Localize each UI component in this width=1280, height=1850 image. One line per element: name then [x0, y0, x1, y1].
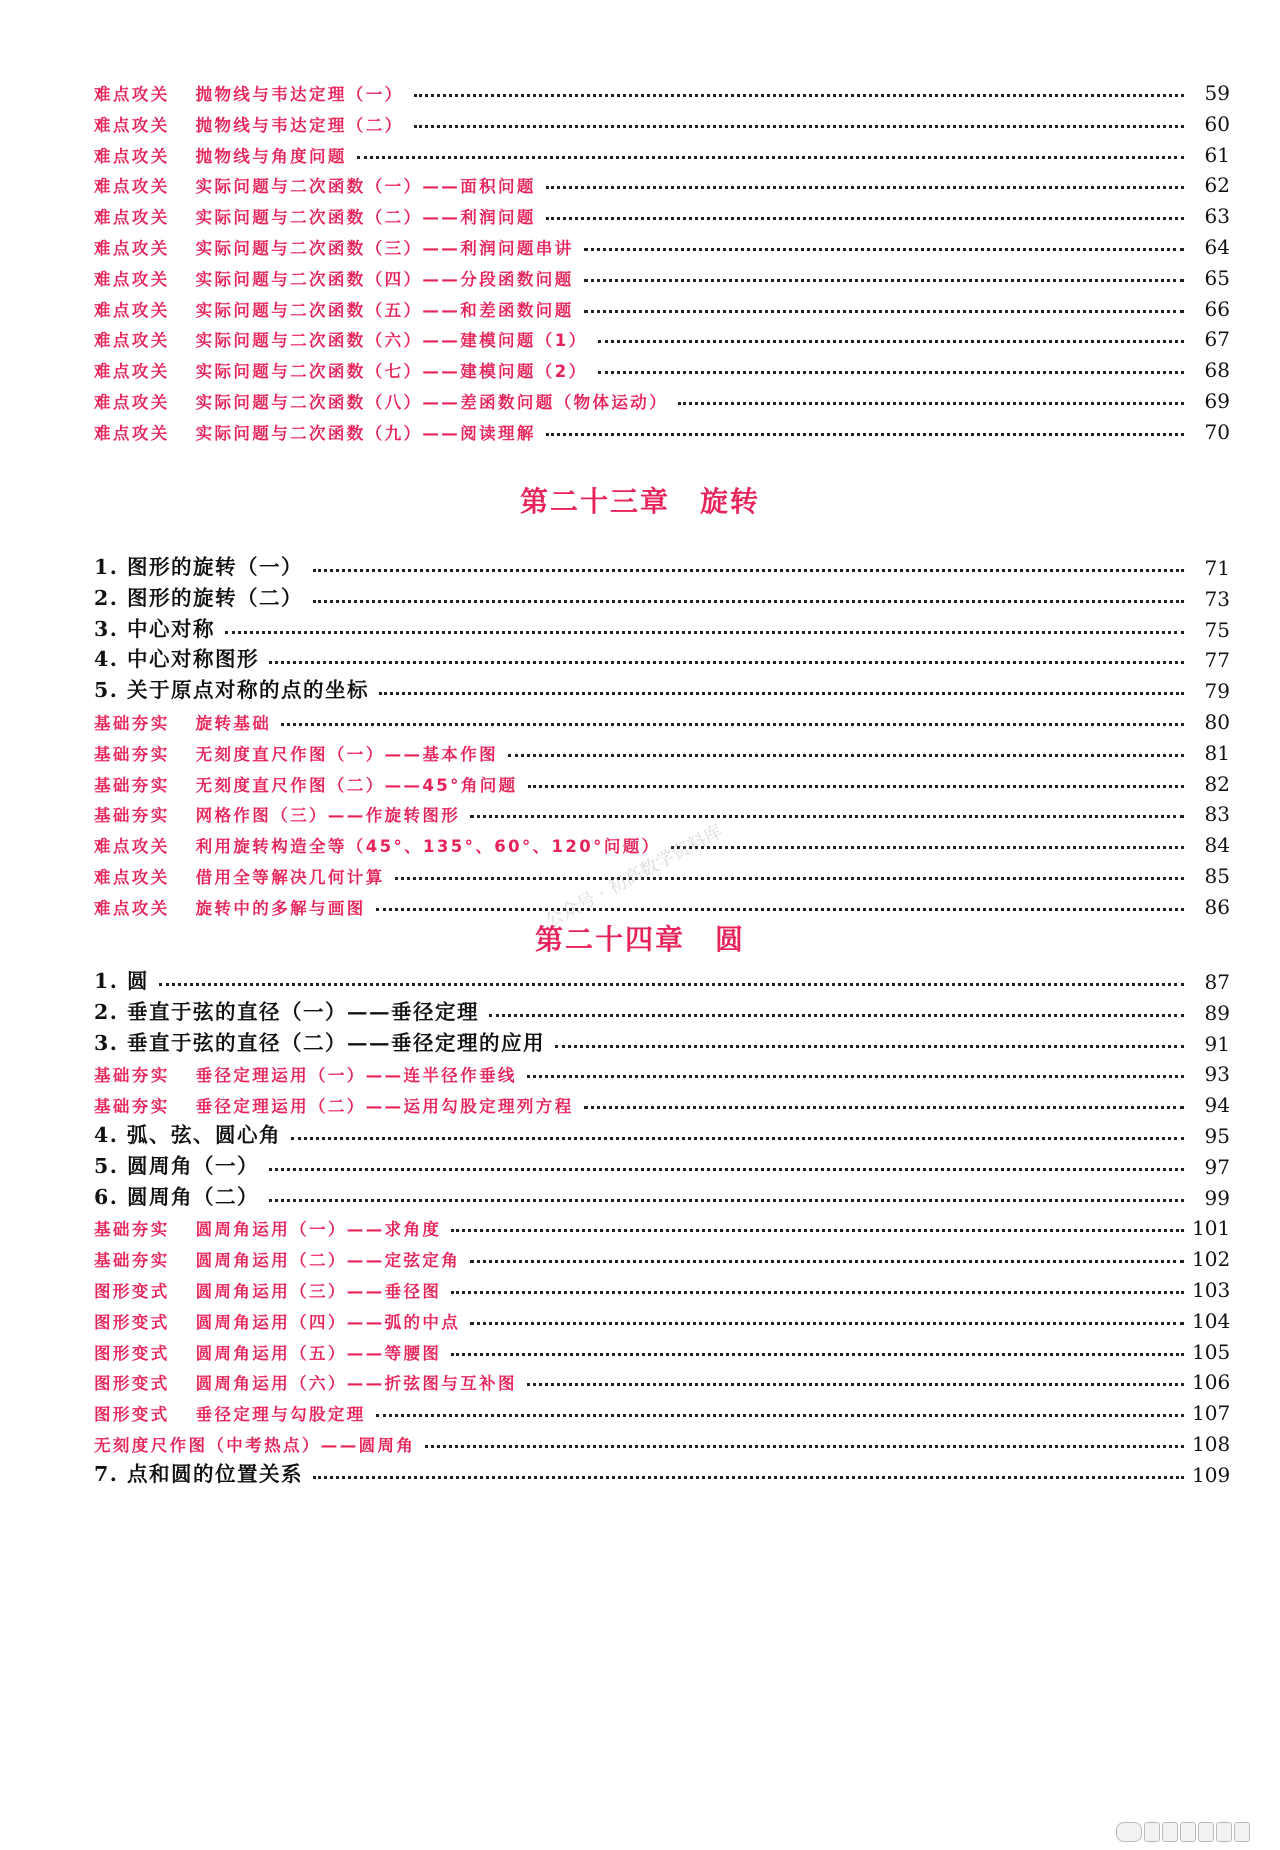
entry-title: [94, 772, 524, 796]
dot-leader: [395, 877, 1184, 880]
toc-entry[interactable]: [94, 796, 1230, 826]
entry-title: [94, 1216, 447, 1240]
page-number: 91: [1204, 1031, 1230, 1056]
entry-title-text: 1. 图形的旋转（一）: [94, 555, 304, 579]
toc-entry[interactable]: [94, 75, 1230, 105]
entry-title: [94, 1026, 551, 1056]
page-number: 99: [1204, 1185, 1230, 1210]
dot-leader: [313, 1476, 1184, 1479]
entry-title: [94, 297, 580, 321]
entry-title: [94, 266, 580, 290]
entry-title-text: 4. 弧、弦、圆心角: [94, 1123, 282, 1147]
entry-title-text: 圆周角运用（三）——垂径图: [195, 1282, 442, 1301]
dot-leader: [269, 661, 1184, 664]
entry-title-text: 3. 垂直于弦的直径（二）——垂径定理的应用: [94, 1030, 546, 1055]
page-number: 77: [1204, 648, 1230, 673]
entry-title-text: 圆周角运用（五）——等腰图: [195, 1343, 442, 1363]
dot-leader: [527, 1383, 1184, 1386]
toc-entry[interactable]: [94, 642, 1230, 672]
toc-entry[interactable]: [94, 581, 1230, 611]
entry-tag: 图形变式: [94, 1374, 170, 1394]
toc-entry[interactable]: [94, 352, 1230, 382]
entry-title-text: 无刻度直尺作图（一）——基本作图: [195, 744, 499, 764]
entry-title-text: 3. 中心对称: [94, 616, 216, 641]
toc-entry[interactable]: [94, 137, 1230, 167]
chapter-heading: 第二十四章 圆: [534, 923, 745, 956]
chapter-heading: 第二十三章 旋转: [519, 485, 760, 518]
toc-entry[interactable]: [94, 995, 1230, 1025]
page-number: 62: [1204, 173, 1230, 198]
entry-title-text: 抛物线与韦达定理（二）: [195, 115, 404, 135]
dot-leader: [546, 186, 1184, 189]
entry-tag: 难点攻关: [94, 423, 170, 443]
indicator-bar-icon: [1116, 1822, 1142, 1842]
entry-title: [94, 1247, 466, 1271]
entry-title-text: 2. 垂直于弦的直径（一）——垂径定理: [94, 999, 480, 1024]
toc-entry[interactable]: [94, 1026, 1230, 1056]
entry-title: [94, 81, 410, 105]
entry-tag: 难点攻关: [94, 239, 170, 258]
entry-title: [94, 1370, 523, 1394]
page-number: 68: [1204, 358, 1230, 383]
entry-tag: 难点攻关: [94, 85, 170, 104]
page-number: 67: [1204, 327, 1230, 352]
entry-title: [94, 710, 277, 734]
toc-entry[interactable]: [94, 1334, 1230, 1364]
entry-title-text: 垂径定理与勾股定理: [195, 1405, 366, 1425]
dot-leader: [425, 1445, 1184, 1448]
toc-entry[interactable]: [94, 704, 1230, 734]
dot-leader: [281, 723, 1184, 726]
entry-tag: 难点攻关: [94, 362, 170, 382]
toc-entry[interactable]: [94, 673, 1230, 703]
toc-entry[interactable]: [94, 1364, 1230, 1394]
entry-title: [94, 204, 542, 228]
indicator-bar-icon: [1144, 1822, 1160, 1842]
dot-leader: [376, 1414, 1184, 1417]
entry-title: [94, 1309, 466, 1333]
page-number: 65: [1204, 265, 1230, 290]
toc-entry[interactable]: [94, 612, 1230, 642]
page-number: 94: [1204, 1093, 1230, 1118]
dot-leader: [313, 569, 1184, 572]
entry-title-text: 抛物线与韦达定理（一）: [195, 85, 404, 104]
indicator-bar-icon: [1216, 1822, 1232, 1842]
page-number: 107: [1192, 1401, 1231, 1426]
entry-tag: 基础夯实: [94, 806, 170, 826]
entry-title: [94, 143, 353, 167]
entry-title: [94, 741, 504, 765]
dot-leader: [584, 279, 1184, 282]
page-number: 70: [1204, 419, 1230, 444]
scroll-indicator-icon: [1116, 1822, 1250, 1842]
entry-tag: 图形变式: [94, 1312, 170, 1332]
entry-title: [94, 327, 594, 351]
entry-tag: 难点攻关: [94, 393, 170, 412]
entry-title: [94, 389, 674, 413]
toc-entry[interactable]: [94, 550, 1230, 580]
dot-leader: [598, 371, 1185, 374]
toc-entry[interactable]: [94, 964, 1230, 994]
dot-leader: [546, 433, 1184, 436]
entry-title-text: 借用全等解决几何计算: [195, 868, 385, 887]
page-number: 95: [1204, 1124, 1230, 1148]
entry-title: [94, 358, 594, 382]
toc-entry[interactable]: [94, 1395, 1230, 1425]
dot-leader: [527, 1075, 1184, 1078]
dot-leader: [451, 1291, 1184, 1294]
toc-entry[interactable]: [94, 414, 1230, 444]
entry-title: [94, 1432, 421, 1456]
toc-entry[interactable]: [94, 1241, 1230, 1271]
toc-entry[interactable]: [94, 383, 1230, 413]
entry-title: [94, 864, 391, 888]
entry-title: [94, 1093, 580, 1117]
entry-title: [94, 1457, 309, 1487]
entry-title-text: 圆周角运用（六）——折弦图与互补图: [195, 1374, 517, 1394]
toc-entry[interactable]: [94, 1087, 1230, 1117]
page-number: 105: [1192, 1339, 1231, 1364]
page-number: 60: [1204, 111, 1230, 136]
entry-tag: 难点攻关: [94, 177, 170, 197]
page-number: 89: [1204, 1000, 1230, 1025]
page-number: 61: [1204, 142, 1230, 167]
toc-entry[interactable]: [94, 1149, 1230, 1179]
toc-entry[interactable]: [94, 321, 1230, 351]
dot-leader: [269, 1168, 1184, 1171]
page-number: 85: [1204, 864, 1230, 888]
dot-leader: [671, 846, 1184, 849]
entry-title-text: 5. 关于原点对称的点的坐标: [94, 678, 370, 703]
entry-title-text: 抛物线与角度问题: [195, 146, 347, 166]
entry-tag: 基础夯实: [94, 1220, 170, 1240]
entry-title-text: 实际问题与二次函数（八）——差函数问题（物体运动）: [195, 393, 669, 412]
toc-entry[interactable]: [94, 291, 1230, 321]
entry-title: [94, 895, 372, 919]
page-number: 79: [1204, 679, 1230, 704]
toc-entry[interactable]: [94, 106, 1230, 136]
page-number: 73: [1204, 586, 1230, 611]
entry-tag: 基础夯实: [94, 1066, 170, 1086]
page-number: 86: [1204, 894, 1230, 919]
dot-leader: [584, 1106, 1184, 1109]
entry-title: [94, 581, 309, 611]
toc-entry[interactable]: [94, 1272, 1230, 1302]
entry-tag: 图形变式: [94, 1343, 170, 1363]
entry-title: [94, 1118, 287, 1148]
entry-tag: 基础夯实: [94, 1251, 170, 1271]
page-number: 109: [1192, 1462, 1231, 1487]
entry-title-text: 圆周角运用（二）——定弦定角: [195, 1251, 461, 1271]
entry-title-text: 圆周角运用（四）——弧的中点: [195, 1312, 461, 1332]
page-number: 87: [1204, 970, 1230, 994]
entry-title-text: 6. 圆周角（二）: [94, 1184, 260, 1209]
entry-title-text: 实际问题与二次函数（九）——阅读理解: [195, 423, 536, 443]
entry-title-text: 实际问题与二次函数（二）——利润问题: [195, 208, 536, 228]
entry-title: [94, 1062, 523, 1086]
dot-leader: [584, 248, 1184, 251]
entry-tag: 基础夯实: [94, 775, 170, 795]
page-number: 59: [1204, 81, 1230, 105]
entry-title: [94, 1180, 265, 1210]
entry-title: [94, 995, 485, 1025]
dot-leader: [598, 340, 1185, 343]
entry-tag: 难点攻关: [94, 868, 170, 887]
entry-title-text: 网格作图（三）——作旋转图形: [195, 806, 461, 826]
dot-leader: [470, 815, 1184, 818]
entry-tag: 难点攻关: [94, 837, 170, 857]
entry-title-text: 圆周角运用（一）——求角度: [195, 1220, 442, 1240]
entry-tag: 难点攻关: [94, 115, 170, 135]
dot-leader: [414, 125, 1184, 128]
toc-entry[interactable]: [94, 889, 1230, 919]
dot-leader: [159, 983, 1184, 986]
entry-title: [94, 173, 542, 197]
dot-leader: [225, 631, 1184, 634]
dot-leader: [376, 908, 1184, 911]
entry-title-text: 旋转中的多解与画图: [195, 898, 366, 918]
entry-tag: 基础夯实: [94, 744, 170, 764]
toc-entry[interactable]: [94, 1303, 1230, 1333]
entry-title-text: 7. 点和圆的位置关系: [94, 1461, 304, 1486]
dot-leader: [678, 402, 1184, 405]
dot-leader: [508, 754, 1184, 757]
entry-tag: 难点攻关: [94, 300, 170, 320]
page-number: 69: [1204, 389, 1230, 413]
watermark-text: 公众号 · 初高数学资料库: [541, 820, 726, 933]
toc-entry[interactable]: [94, 766, 1230, 796]
indicator-bar-icon: [1162, 1822, 1178, 1842]
page-number: 66: [1204, 296, 1230, 321]
indicator-bar-icon: [1180, 1822, 1196, 1842]
page-number: 71: [1204, 556, 1230, 580]
dot-leader: [546, 217, 1184, 220]
entry-title-text: 2. 图形的旋转（二）: [94, 585, 304, 610]
page-number: 81: [1204, 740, 1230, 765]
entry-tag: 图形变式: [94, 1405, 170, 1425]
page-number: 104: [1192, 1308, 1231, 1333]
toc-entry[interactable]: [94, 167, 1230, 197]
entry-title: [94, 802, 466, 826]
indicator-bar-icon: [1198, 1822, 1214, 1842]
page-number: 103: [1192, 1278, 1231, 1302]
page-number: 80: [1204, 710, 1230, 734]
dot-leader: [555, 1045, 1184, 1048]
entry-title-text: 1. 圆: [94, 969, 150, 993]
entry-title: [94, 112, 410, 136]
entry-title-text: 实际问题与二次函数（三）——利润问题串讲: [195, 239, 574, 258]
entry-title-text: 实际问题与二次函数（四）——分段函数问题: [195, 269, 574, 289]
entry-title: [94, 235, 580, 259]
entry-tag: 难点攻关: [94, 269, 170, 289]
entry-title-text: 利用旋转构造全等（45°、135°、60°、120°问题）: [195, 837, 661, 857]
dot-leader: [584, 310, 1184, 313]
dot-leader: [528, 785, 1184, 788]
page-number: 101: [1192, 1216, 1231, 1241]
page-number: 108: [1192, 1432, 1231, 1456]
dot-leader: [470, 1260, 1184, 1263]
toc-entry[interactable]: [94, 1118, 1230, 1148]
toc-entry[interactable]: [94, 1210, 1230, 1240]
page-number: 84: [1204, 833, 1230, 858]
dot-leader: [291, 1137, 1184, 1140]
entry-title-text: 旋转基础: [195, 714, 272, 733]
page-number: 93: [1204, 1062, 1230, 1087]
entry-tag: 难点攻关: [94, 898, 170, 918]
entry-title-text: 垂径定理运用（二）——运用勾股定理列方程: [195, 1097, 574, 1117]
entry-tag: 图形变式: [94, 1282, 170, 1301]
entry-title-text: 5. 圆周角（一）: [94, 1153, 260, 1178]
dot-leader: [470, 1322, 1184, 1325]
dot-leader: [451, 1353, 1184, 1356]
indicator-bar-icon: [1234, 1822, 1250, 1842]
toc-entry[interactable]: [94, 1457, 1230, 1487]
entry-title: [94, 642, 265, 672]
page-number: 63: [1204, 204, 1230, 229]
entry-title-text: 无刻度直尺作图（二）——45°角问题: [195, 775, 518, 795]
entry-title: [94, 673, 375, 703]
entry-title: [94, 550, 309, 580]
dot-leader: [269, 1199, 1184, 1202]
entry-tag: 基础夯实: [94, 714, 170, 733]
entry-title: [94, 1401, 372, 1425]
page-number: 83: [1204, 802, 1230, 827]
dot-leader: [313, 600, 1184, 603]
entry-tag: 难点攻关: [94, 146, 170, 166]
page-number: 64: [1204, 235, 1230, 259]
entry-title-text: 实际问题与二次函数（五）——和差函数问题: [195, 300, 574, 320]
entry-title-text: 无刻度尺作图（中考热点）——圆周角: [94, 1436, 416, 1455]
entry-title: [94, 1340, 447, 1364]
entry-title-text: 垂径定理运用（一）——连半径作垂线: [195, 1066, 517, 1086]
toc-entry[interactable]: [94, 1180, 1230, 1210]
toc-entry[interactable]: [94, 229, 1230, 259]
page-number: 97: [1204, 1154, 1230, 1179]
dot-leader: [357, 156, 1184, 159]
entry-title-text: 实际问题与二次函数（六）——建模问题（1）: [195, 331, 588, 351]
entry-title: [94, 612, 221, 642]
entry-tag: 基础夯实: [94, 1097, 170, 1117]
entry-title: [94, 1278, 447, 1302]
entry-title-text: 实际问题与二次函数（一）——面积问题: [195, 177, 536, 197]
toc-entry[interactable]: [94, 260, 1230, 290]
entry-title: [94, 420, 542, 444]
dot-leader: [451, 1229, 1184, 1232]
toc-entry[interactable]: [94, 735, 1230, 765]
page-number: 106: [1192, 1370, 1231, 1395]
toc-entry[interactable]: [94, 1056, 1230, 1086]
toc-entry[interactable]: [94, 198, 1230, 228]
entry-title: [94, 833, 667, 857]
entry-title-text: 实际问题与二次函数（七）——建模问题（2）: [195, 362, 588, 382]
entry-tag: 难点攻关: [94, 208, 170, 228]
page-number: 102: [1192, 1247, 1231, 1272]
toc-entry[interactable]: [94, 1426, 1230, 1456]
dot-leader: [379, 692, 1184, 695]
entry-tag: 难点攻关: [94, 331, 170, 351]
dot-leader: [489, 1014, 1184, 1017]
page-number: 82: [1204, 771, 1230, 796]
entry-title: [94, 964, 155, 994]
entry-title-text: 4. 中心对称图形: [94, 647, 260, 672]
page-number: 75: [1204, 617, 1230, 642]
entry-title: [94, 1149, 265, 1179]
dot-leader: [414, 94, 1184, 97]
